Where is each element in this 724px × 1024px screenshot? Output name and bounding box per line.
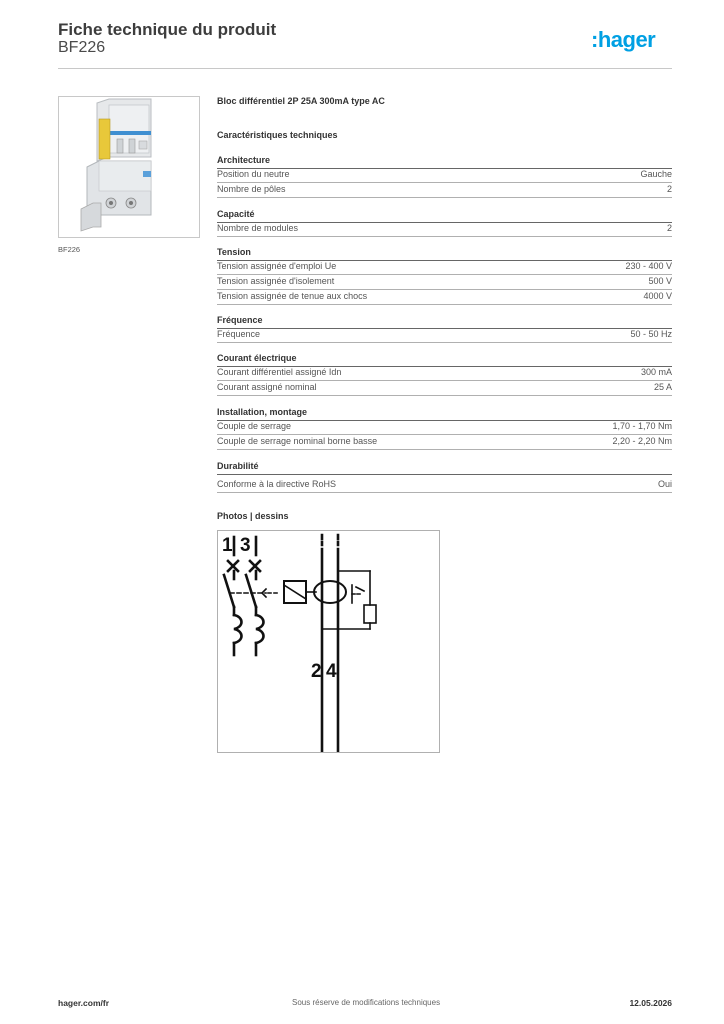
spec-value: 2 [666, 223, 672, 233]
spec-row [217, 260, 672, 275]
spec-row [217, 420, 672, 435]
spec-label: Fréquence [217, 329, 261, 339]
spec-value: 25 A [653, 382, 672, 392]
spec-group-title: Fréquence [217, 315, 672, 329]
hager-logo[interactable]: :hager [591, 27, 656, 52]
terminal-label: 1 [222, 535, 233, 556]
product-reference: BF226 [58, 39, 106, 56]
product-name: Bloc différentiel 2P 25A 300mA type AC [217, 96, 385, 106]
spec-label: Couple de serrage [217, 421, 292, 431]
header-divider [58, 68, 672, 69]
spec-group-title: Capacité [217, 209, 672, 223]
spec-value: Gauche [640, 169, 672, 179]
specs-heading: Caractéristiques techniques [217, 130, 338, 140]
spec-row [217, 381, 672, 396]
spec-row [217, 328, 672, 343]
footer-date: 12.05.2026 [629, 998, 672, 1008]
product-photo [58, 96, 200, 238]
page-title: Fiche technique du produit [58, 20, 277, 39]
spec-label: Tension assignée d'emploi Ue [217, 261, 337, 271]
spec-value: 500 V [648, 276, 672, 286]
terminal-label: 3 [240, 535, 251, 556]
spec-group-title: Tension [217, 247, 672, 261]
spec-row [217, 275, 672, 290]
spec-row [217, 168, 672, 183]
spec-value: 2,20 - 2,20 Nm [612, 436, 672, 446]
wiring-diagram [217, 530, 440, 753]
spec-label: Nombre de pôles [217, 184, 286, 194]
product-image-caption: BF226 [58, 245, 81, 254]
spec-label: Nombre de modules [217, 223, 299, 233]
spec-value: 230 - 400 V [625, 261, 672, 271]
spec-group-title: Courant électrique [217, 353, 672, 367]
photos-heading: Photos | dessins [217, 511, 289, 521]
footer-website[interactable]: hager.com/fr [58, 998, 110, 1008]
spec-row [217, 366, 672, 381]
spec-value: 4000 V [643, 291, 672, 301]
spec-group-title: Architecture [217, 155, 672, 169]
spec-label: Position du neutre [217, 169, 290, 179]
spec-value: 2 [666, 184, 672, 194]
spec-group-title: Installation, montage [217, 407, 672, 421]
spec-row [217, 478, 672, 493]
spec-row [217, 435, 672, 450]
spec-row [217, 222, 672, 237]
terminal-label: 2 [311, 661, 322, 682]
spec-value: 300 mA [640, 367, 672, 377]
spec-label: Tension assignée d'isolement [217, 276, 335, 286]
spec-label: Conforme à la directive RoHS [217, 479, 337, 489]
spec-value: 50 - 50 Hz [630, 329, 672, 339]
spec-row [217, 290, 672, 305]
spec-label: Couple de serrage nominal borne basse [217, 436, 378, 446]
spec-row [217, 183, 672, 198]
spec-group-title: Durabilité [217, 461, 672, 475]
footer-notice: Sous réserve de modifications techniques [292, 998, 441, 1007]
spec-value: Oui [657, 479, 672, 489]
spec-label: Courant différentiel assigné Idn [217, 367, 342, 377]
terminal-label: 4 [326, 661, 337, 682]
spec-label: Courant assigné nominal [217, 382, 317, 392]
spec-label: Tension assignée de tenue aux chocs [217, 291, 368, 301]
spec-value: 1,70 - 1,70 Nm [612, 421, 672, 431]
